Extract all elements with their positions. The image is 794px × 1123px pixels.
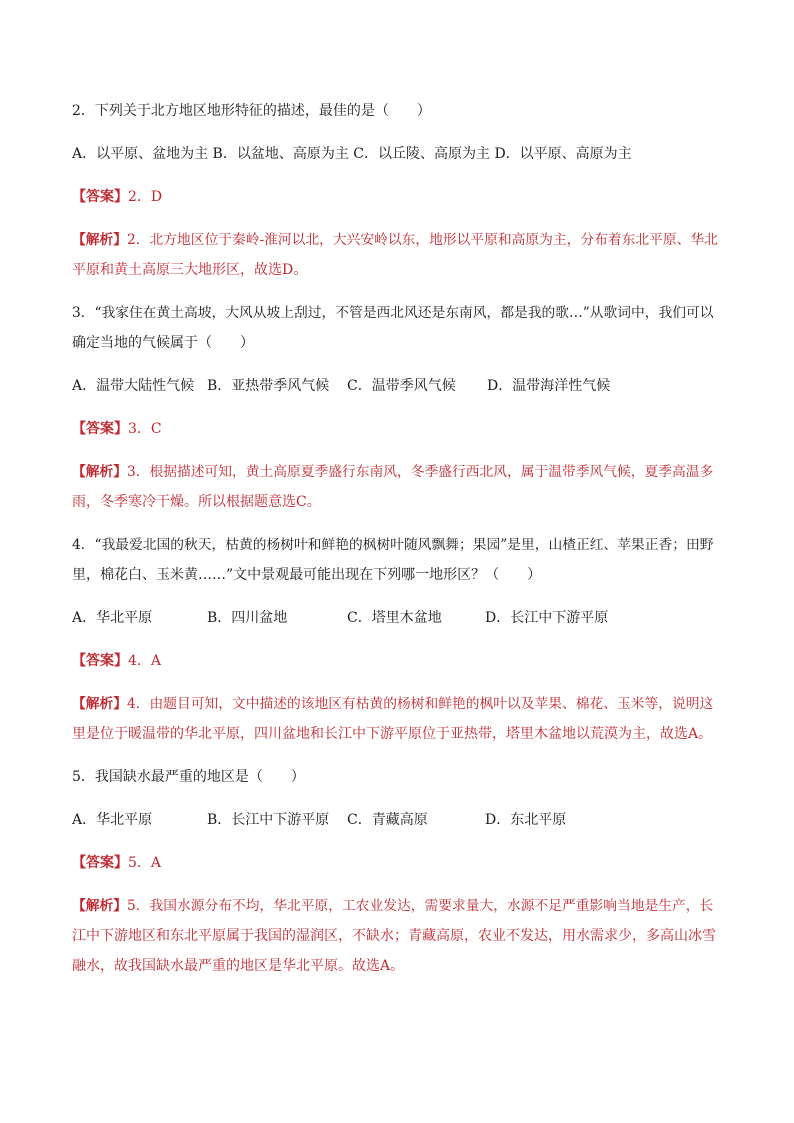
option-b: B．长江中下游平原 — [207, 812, 330, 828]
option-c: C．青藏高原 — [347, 812, 428, 828]
analysis-line — [72, 689, 722, 719]
option-b: B．四川盆地 — [207, 610, 288, 626]
question-3-analysis — [72, 457, 722, 517]
analysis-tag: 【解析】 — [72, 696, 128, 712]
analysis-text: 4．由题目可知，文中描述的该地区有枯黄的杨树和鲜艳的枫叶以及苹果、棉花、玉米等，说明这 — [127, 696, 714, 712]
question-2-answer — [72, 182, 722, 212]
question-5-stem: 5．我国缺水最严重的地区是（ ） — [72, 769, 305, 785]
answer-value: 3．C — [128, 421, 162, 437]
option-d: D．东北平原 — [485, 812, 567, 828]
analysis-text: 融水，故我国缺水最严重的地区是华北平原。故选A。 — [72, 958, 405, 974]
question-5-options — [72, 805, 722, 835]
answer-value: 5．A — [128, 855, 162, 871]
analysis-text: 雨，冬季寒冷干燥。所以根据题意选C。 — [72, 494, 321, 510]
analysis-tag: 【解析】 — [72, 898, 128, 914]
question-3-stem-cont: 确定当地的气候属于（ ） — [72, 335, 254, 351]
question-4-options — [72, 603, 722, 633]
question-4-stem-cont: 里，棉花白、玉米黄……”文中景观最可能出现在下列哪一地形区？（ ） — [72, 567, 542, 583]
analysis-text: 江中下游地区和东北平原属于我国的湿润区，不缺水；青藏高原，农业不发达，用水需求少，多高山冰雪 — [72, 928, 716, 944]
answer-value: 2．D — [128, 189, 163, 205]
option-c: C．塔里木盆地 — [347, 610, 442, 626]
analysis-tag: 【解析】 — [72, 464, 128, 480]
answer-tag: 【答案】 — [72, 189, 128, 205]
question-3-stem: 3．“我家住在黄土高坡，大风从坡上刮过，不管是西北风还是东南风，都是我的歌…”从歌词中，我们可以 — [72, 305, 714, 321]
analysis-text: 里是位于暖温带的华北平原，四川盆地和长江中下游平原位于亚热带，塔里木盆地以荒漠为主，故选A。 — [72, 726, 713, 742]
option-a: A．华北平原 — [72, 610, 153, 626]
option-c: C．温带季风气候 — [347, 378, 456, 394]
question-5-answer — [72, 848, 722, 878]
answer-tag: 【答案】 — [72, 855, 128, 871]
option-a: A．华北平原 — [72, 812, 153, 828]
question-4-analysis — [72, 689, 722, 749]
answer-tag: 【答案】 — [72, 421, 128, 437]
analysis-tag: 【解析】 — [72, 232, 128, 248]
analysis-text: 2．北方地区位于秦岭-淮河以北，大兴安岭以东，地形以平原和高原为主，分布着东北平原、华北 — [127, 232, 718, 248]
analysis-line — [72, 891, 722, 921]
analysis-line — [72, 457, 722, 487]
question-3-answer — [72, 414, 722, 444]
question-2-stem: 2．下列关于北方地区地形特征的描述，最佳的是（ ） — [72, 103, 431, 119]
option-a: A．温带大陆性气候 — [72, 378, 195, 394]
option-d: D．温带海洋性气候 — [487, 378, 611, 394]
option-d: D．长江中下游平原 — [485, 610, 609, 626]
answer-value: 4．A — [128, 653, 162, 669]
question-2-analysis — [72, 225, 722, 285]
analysis-line — [72, 225, 722, 255]
analysis-text: 平原和黄土高原三大地形区，故选D。 — [72, 262, 308, 278]
analysis-text: 3．根据描述可知，黄土高原夏季盛行东南风，冬季盛行西北风，属于温带季风气候，夏季高温多 — [127, 464, 714, 480]
question-3-options — [72, 371, 722, 401]
question-4-stem: 4．“我最爱北国的秋天，枯黄的杨树叶和鲜艳的枫树叶随风飘舞；果园”是里，山楂正红、苹果正香；田野 — [72, 537, 714, 553]
document-page — [72, 96, 722, 981]
question-5-analysis — [72, 891, 722, 981]
option-b: B．亚热带季风气候 — [207, 378, 330, 394]
question-2-options: A．以平原、盆地为主 B．以盆地、高原为主 C．以丘陵、高原为主 D．以平原、高原为主 — [72, 146, 632, 162]
analysis-text: 5．我国水源分布不均，华北平原，工农业发达，需要求量大，水源不足严重影响当地是生产，长 — [127, 898, 714, 914]
answer-tag: 【答案】 — [72, 653, 128, 669]
question-4-answer — [72, 646, 722, 676]
